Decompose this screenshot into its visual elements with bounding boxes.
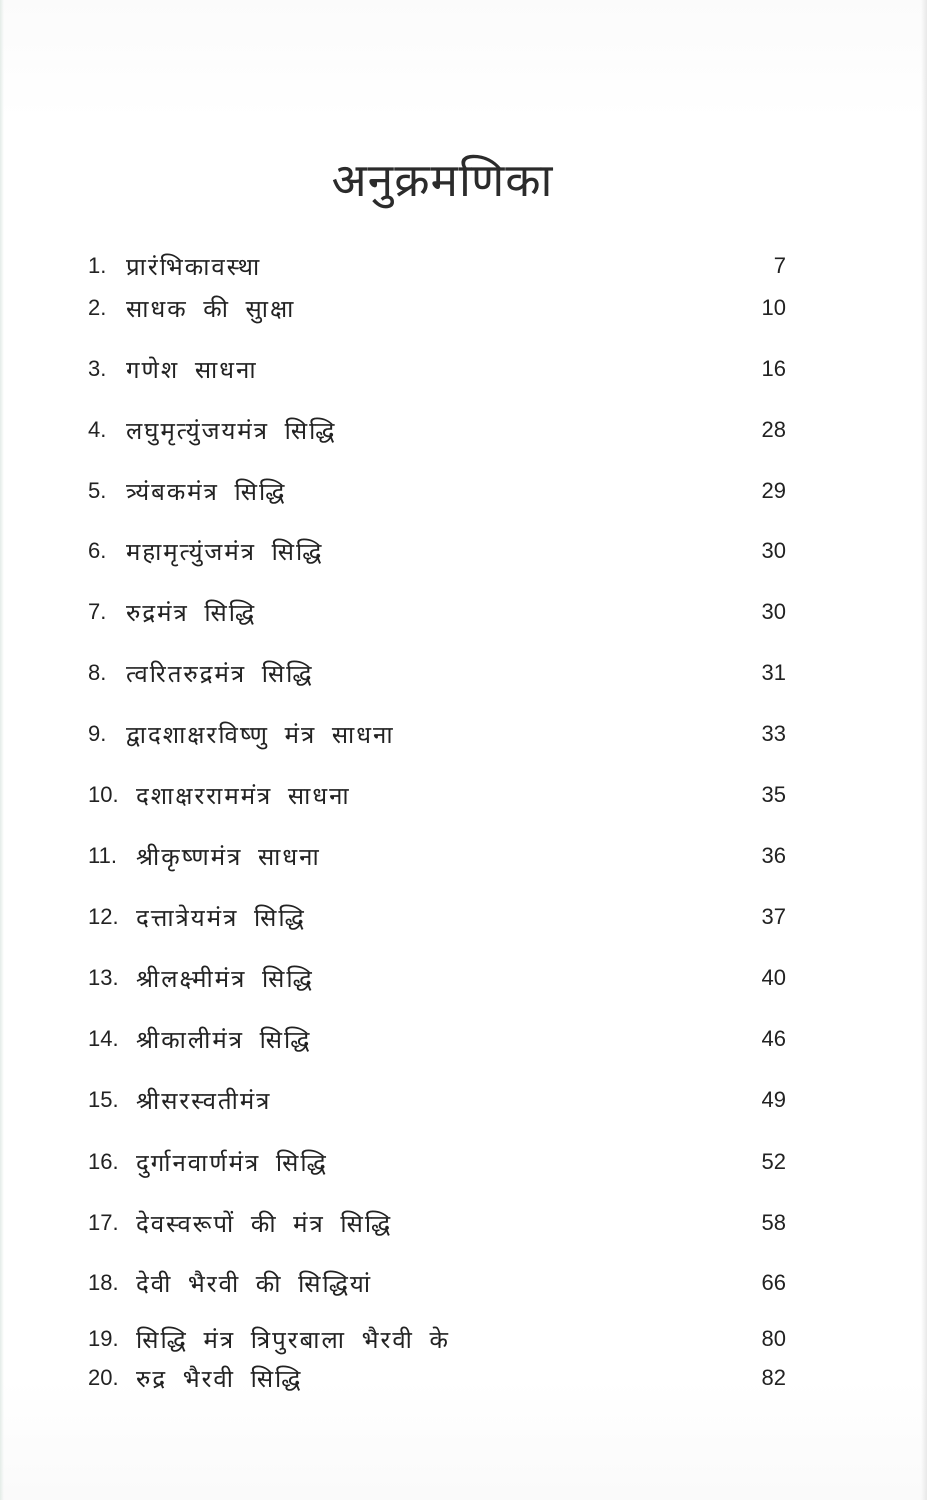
entry-title: रुद्र भैरवी सिद्धि <box>136 1364 303 1393</box>
entry-number: 3. <box>88 356 107 381</box>
entry-page-number: 31 <box>761 660 786 685</box>
toc-entry <box>88 1205 790 1241</box>
page-title: अनुक्रमणिका <box>331 153 554 207</box>
entry-number: 5. <box>88 478 107 503</box>
toc-entry <box>88 473 790 509</box>
entry-page-number: 37 <box>761 904 786 929</box>
entry-title: प्रारंभिकावस्था <box>126 252 262 281</box>
entry-title: लघुमृत्युंजयमंत्र सिद्धि <box>126 416 337 445</box>
entry-page-number: 29 <box>761 478 786 503</box>
entry-number: 13. <box>88 965 119 990</box>
entry-number: 18. <box>88 1270 119 1295</box>
entry-page-number: 33 <box>761 721 786 746</box>
toc-entry <box>88 1144 790 1180</box>
entry-title: श्रीकालीमंत्र सिद्धि <box>136 1025 312 1054</box>
entry-title: श्रीसरस्वतीमंत्र <box>136 1086 272 1115</box>
entry-number: 6. <box>88 538 107 563</box>
entry-title: सिद्धि मंत्र त्रिपुरबाला भैरवी के <box>136 1325 450 1354</box>
toc-entry <box>88 1321 790 1357</box>
toc-entry <box>88 716 790 752</box>
entry-title: श्रीलक्ष्मीमंत्र सिद्धि <box>136 964 314 993</box>
toc-entry <box>88 1082 790 1118</box>
toc-entry <box>88 1265 790 1301</box>
toc-entry <box>88 838 790 874</box>
page-edge-left <box>0 0 4 1500</box>
entry-page-number: 58 <box>761 1210 786 1235</box>
entry-title: दशाक्षररामम‌ंत्र साधना <box>136 781 351 810</box>
entry-title: त्र्यंबकमंत्र सिद्धि <box>126 477 287 506</box>
entry-page-number: 7 <box>773 253 786 278</box>
toc-entry <box>88 594 790 630</box>
entry-page-number: 40 <box>761 965 786 990</box>
entry-number: 19. <box>88 1326 119 1351</box>
toc-entry <box>88 533 790 569</box>
entry-number: 14. <box>88 1026 119 1051</box>
entry-page-number: 10 <box>761 295 786 320</box>
entry-page-number: 49 <box>761 1087 786 1112</box>
entry-number: 17. <box>88 1210 119 1235</box>
entry-number: 10. <box>88 782 119 807</box>
entry-number: 8. <box>88 660 107 685</box>
page-edge-right <box>921 0 927 1500</box>
entry-title: रुद्रमंत्र सिद्धि <box>126 598 257 627</box>
toc-entry <box>88 351 790 387</box>
entry-title: साधक की सुाक्षा <box>126 294 296 323</box>
entry-number: 16. <box>88 1149 119 1174</box>
entry-page-number: 80 <box>761 1326 786 1351</box>
entry-page-number: 52 <box>761 1149 786 1174</box>
entry-page-number: 46 <box>761 1026 786 1051</box>
entry-page-number: 30 <box>761 538 786 563</box>
toc-entry <box>88 248 790 284</box>
entry-title: महामृत्युंजमंत्र सिद्धि <box>126 537 324 566</box>
toc-entry <box>88 412 790 448</box>
entry-page-number: 16 <box>761 356 786 381</box>
entry-title: दत्तात्रेयमंत्र सिद्धि <box>136 903 306 932</box>
entry-number: 1. <box>88 253 107 278</box>
entry-page-number: 35 <box>761 782 786 807</box>
entry-number: 7. <box>88 599 107 624</box>
entry-title: देवी भैरवी की सिद्धियां <box>136 1269 373 1298</box>
entry-title: देवस्वरूपों की मंत्र सिद्धि <box>136 1209 393 1238</box>
toc-entry <box>88 960 790 996</box>
entry-title: द्वादशाक्षरविष्णु मंत्र साधना <box>126 720 395 749</box>
entry-page-number: 82 <box>761 1365 786 1390</box>
toc-entry <box>88 290 790 326</box>
entry-title: गणेश साधना <box>126 355 258 384</box>
toc-entry <box>88 1360 790 1396</box>
entry-title: त्वरितरुद्रमंत्र सिद्धि <box>126 659 314 688</box>
entry-number: 15. <box>88 1087 119 1112</box>
entry-number: 11. <box>88 843 117 868</box>
entry-number: 20. <box>88 1365 119 1390</box>
entry-title: श्रीकृष्णमंत्र साधना <box>136 842 321 871</box>
toc-entry <box>88 899 790 935</box>
toc-entry <box>88 655 790 691</box>
entry-number: 12. <box>88 904 119 929</box>
toc-entry <box>88 1021 790 1057</box>
entry-title: दुर्गानवार्णमंत्र सिद्धि <box>136 1148 328 1177</box>
entry-page-number: 28 <box>761 417 786 442</box>
entry-number: 2. <box>88 295 107 320</box>
entry-page-number: 36 <box>761 843 786 868</box>
toc-entry <box>88 777 790 813</box>
entry-page-number: 66 <box>761 1270 786 1295</box>
entry-number: 9. <box>88 721 107 746</box>
entry-page-number: 30 <box>761 599 786 624</box>
entry-number: 4. <box>88 417 107 442</box>
